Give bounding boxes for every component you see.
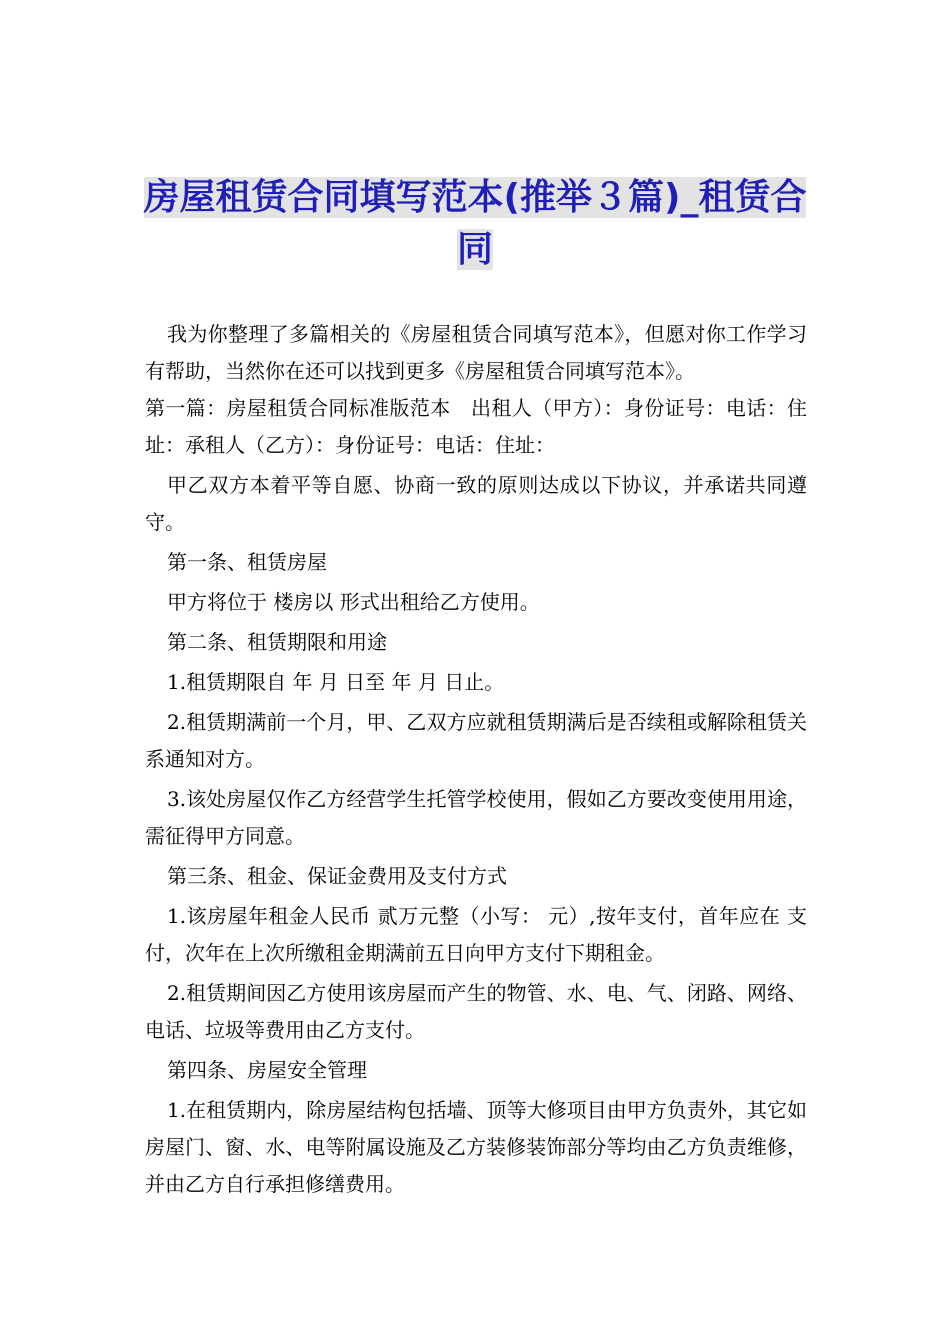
article-heading: 第三条、租金、保证金费用及支付方式 xyxy=(167,864,507,888)
clause-paragraph: 甲方将位于 楼房以 形式出租给乙方使用。 xyxy=(167,590,540,614)
clause-paragraph: 2.租赁期间因乙方使用该房屋而产生的物管、水、电、气、闭路、网络、电话、垃圾等费用由乙方支付。 xyxy=(145,981,807,1042)
party-info-paragraph: 第一篇：房屋租赁合同标准版范本 出租人（甲方）：身份证号：电话：住址：承租人（乙方）：身份证号：电话：住址： xyxy=(145,396,807,457)
document-title xyxy=(140,172,810,276)
clause-paragraph: 1.租赁期限自 年 月 日至 年 月 日止。 xyxy=(167,670,505,694)
clause-paragraph: 1.在租赁期内，除房屋结构包括墙、顶等大修项目由甲方负责外，其它如房屋门、窗、水、电等附属设施及乙方装修装饰部分等均由乙方负责维修，并由乙方自行承担修缮费用。 xyxy=(145,1098,807,1196)
article-heading: 第二条、租赁期限和用途 xyxy=(167,630,387,654)
clause-paragraph: 3.该处房屋仅作乙方经营学生托管学校使用，假如乙方要改变使用用途，需征得甲方同意。 xyxy=(145,787,807,848)
clause-paragraph: 2.租赁期满前一个月，甲、乙双方应就租赁期满后是否续租或解除租赁关系通知对方。 xyxy=(145,710,807,771)
intro-paragraph: 我为你整理了多篇相关的《房屋租赁合同填写范本》，但愿对你工作学习有帮助，当然你在还可以找到更多《房屋租赁合同填写范本》。 xyxy=(145,322,807,383)
article-heading: 第一条、租赁房屋 xyxy=(167,550,327,574)
document-body xyxy=(145,316,807,1203)
document-title-text: 房屋租赁合同填写范本(推举３篇)_租赁合同 xyxy=(143,177,807,270)
article-heading: 第四条、房屋安全管理 xyxy=(167,1058,367,1082)
clause-paragraph: 1.该房屋年租金人民币 贰万元整（小写： 元）,按年支付，首年应在 支付，次年在上次所缴租金期满前五日向甲方支付下期租金。 xyxy=(145,904,807,965)
agreement-paragraph: 甲乙双方本着平等自愿、协商一致的原则达成以下协议，并承诺共同遵守。 xyxy=(145,473,807,534)
